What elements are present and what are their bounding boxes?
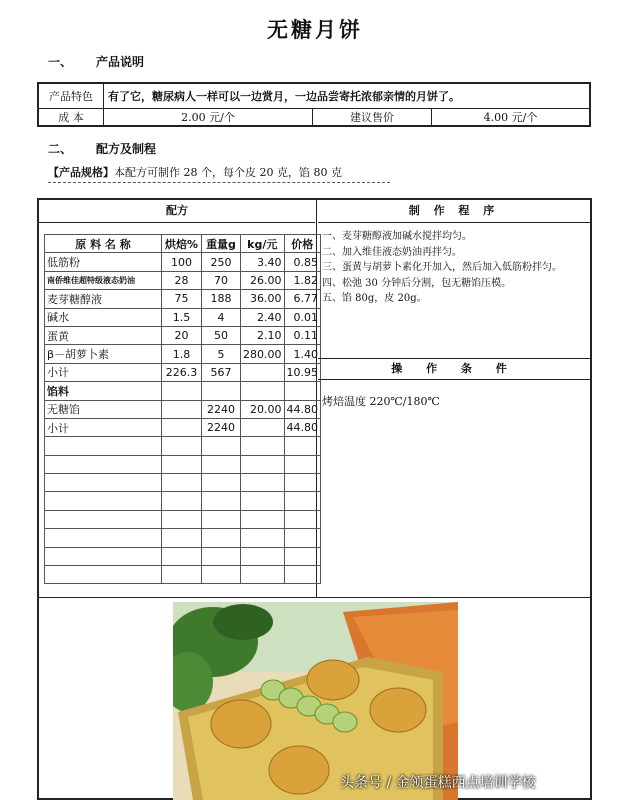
procedure-step: 二、加入维佳液态奶油再拌匀。 xyxy=(322,246,462,258)
price-cell: 0.01 xyxy=(284,308,321,326)
price-cell: 1.40 xyxy=(284,345,321,363)
oven-temperature: 烤焙温度 220℃/180℃ xyxy=(322,395,440,408)
ingredient-cell xyxy=(45,547,162,565)
baker-pct-cell xyxy=(162,418,202,436)
baker-pct-cell xyxy=(162,437,202,455)
price-per-kg-cell: 280.00 xyxy=(241,345,285,363)
section-heading-recipe xyxy=(48,140,156,157)
price-per-kg-cell xyxy=(241,418,285,436)
price-cell xyxy=(284,474,321,492)
baker-pct-cell xyxy=(162,547,202,565)
price-per-kg-cell xyxy=(241,474,285,492)
price-cell xyxy=(284,566,321,584)
baker-pct-cell: 226.3 xyxy=(162,363,202,381)
feature-text: 有了它，糖尿病人一样可以一边赏月，一边品尝寄托浓郁亲情的月饼了。 xyxy=(104,83,591,109)
ingredient-cell xyxy=(45,455,162,473)
mooncake-illustration xyxy=(173,602,458,800)
baker-pct-cell: 28 xyxy=(162,271,202,289)
col-baker-pct: 烘焙% xyxy=(162,235,202,253)
baker-pct-cell: 20 xyxy=(162,326,202,344)
weight-cell xyxy=(202,510,241,528)
ingredient-cell: 馅料 xyxy=(45,382,162,400)
weight-cell: 4 xyxy=(202,308,241,326)
page-title: 无糖月饼 xyxy=(267,17,363,42)
procedure-step: 五、馅 80g，皮 20g。 xyxy=(322,293,427,304)
recipe-header: 配方 xyxy=(39,200,315,223)
spec-text: 本配方可制作 28 个，每个皮 20 克，馅 80 克 xyxy=(114,166,342,179)
price-cell xyxy=(284,437,321,455)
price-per-kg-cell xyxy=(241,492,285,510)
ingredient-cell xyxy=(45,529,162,547)
baker-pct-cell xyxy=(162,566,202,584)
recipe-row xyxy=(45,382,321,400)
weight-cell: 567 xyxy=(202,363,241,381)
price-cell xyxy=(284,510,321,528)
baker-pct-cell: 100 xyxy=(162,253,202,271)
price-per-kg-cell xyxy=(241,382,285,400)
price-per-kg-cell xyxy=(241,363,285,381)
spec-label: 【产品规格】 xyxy=(48,166,114,179)
col-weight: 重量g xyxy=(202,235,241,253)
recipe-row xyxy=(45,308,321,326)
recipe-row xyxy=(45,529,321,547)
price-per-kg-cell: 36.00 xyxy=(241,290,285,308)
col-price-per-kg: kg/元 xyxy=(241,235,285,253)
weight-cell: 2240 xyxy=(202,400,241,418)
price-cell xyxy=(284,492,321,510)
watermark: 头条号 / 金领蛋糕西点培训学校 xyxy=(340,775,536,791)
weight-cell xyxy=(202,547,241,565)
price-value: 4.00 元/个 xyxy=(432,109,591,127)
recipe-row xyxy=(45,437,321,455)
section-number: 一、 xyxy=(48,55,73,69)
recipe-row xyxy=(45,290,321,308)
weight-cell: 188 xyxy=(202,290,241,308)
weight-cell xyxy=(202,492,241,510)
weight-cell: 5 xyxy=(202,345,241,363)
col-price: 价格 xyxy=(284,235,321,253)
price-per-kg-cell: 20.00 xyxy=(241,400,285,418)
recipe-row xyxy=(45,474,321,492)
operating-header: 操 作 条 件 xyxy=(318,358,590,380)
recipe-table xyxy=(44,234,321,584)
product-spec xyxy=(48,164,390,183)
price-per-kg-cell xyxy=(241,455,285,473)
price-per-kg-cell xyxy=(241,510,285,528)
row-divider xyxy=(37,597,592,598)
recipe-header-row xyxy=(45,235,321,253)
baker-pct-cell xyxy=(162,529,202,547)
price-cell xyxy=(284,547,321,565)
ingredient-cell: 南侨维佳超特级液态奶油 xyxy=(45,271,162,289)
baker-pct-cell xyxy=(162,400,202,418)
price-label: 建议售价 xyxy=(313,109,432,127)
product-info-table xyxy=(37,82,591,127)
section-label: 产品说明 xyxy=(96,55,145,69)
ingredient-cell: 碱水 xyxy=(45,308,162,326)
price-per-kg-cell xyxy=(241,547,285,565)
baker-pct-cell: 1.8 xyxy=(162,345,202,363)
mooncake-photo xyxy=(173,602,458,800)
price-cell: 6.77 xyxy=(284,290,321,308)
ingredient-cell xyxy=(45,566,162,584)
recipe-row xyxy=(45,345,321,363)
recipe-row xyxy=(45,400,321,418)
ingredient-cell: 麦芽糖醇液 xyxy=(45,290,162,308)
baker-pct-cell xyxy=(162,455,202,473)
procedure-step: 一、麦芽糖醇液加碱水搅拌均匀。 xyxy=(322,231,472,242)
weight-cell: 70 xyxy=(202,271,241,289)
recipe-row xyxy=(45,492,321,510)
ingredient-cell: 蛋黄 xyxy=(45,326,162,344)
procedure-step: 三、蛋黄与胡萝卜素化开加入，然后加入低筋粉拌匀。 xyxy=(322,262,562,273)
procedure-header: 制 作 程 序 xyxy=(318,200,590,223)
baker-pct-cell xyxy=(162,510,202,528)
ingredient-cell xyxy=(45,492,162,510)
price-per-kg-cell xyxy=(241,529,285,547)
section-heading-product xyxy=(48,53,144,70)
price-per-kg-cell: 2.40 xyxy=(241,308,285,326)
recipe-row xyxy=(45,455,321,473)
ingredient-cell: β－胡萝卜素 xyxy=(45,345,162,363)
cost-value: 2.00 元/个 xyxy=(104,109,313,127)
price-cell xyxy=(284,382,321,400)
recipe-row xyxy=(45,547,321,565)
recipe-row xyxy=(45,271,321,289)
ingredient-cell: 小计 xyxy=(45,418,162,436)
price-per-kg-cell: 26.00 xyxy=(241,271,285,289)
weight-cell xyxy=(202,382,241,400)
price-cell: 44.80 xyxy=(284,400,321,418)
recipe-row xyxy=(45,566,321,584)
ingredient-cell xyxy=(45,437,162,455)
col-ingredient: 原 料 名 称 xyxy=(45,235,162,253)
baker-pct-cell xyxy=(162,474,202,492)
procedure-step: 四、松弛 30 分钟后分割，包无糖馅压模。 xyxy=(322,277,512,289)
ingredient-cell xyxy=(45,510,162,528)
price-cell: 1.82 xyxy=(284,271,321,289)
ingredient-cell xyxy=(45,474,162,492)
recipe-row xyxy=(45,418,321,436)
price-cell: 0.11 xyxy=(284,326,321,344)
baker-pct-cell xyxy=(162,382,202,400)
weight-cell xyxy=(202,566,241,584)
price-cell: 0.85 xyxy=(284,253,321,271)
weight-cell xyxy=(202,455,241,473)
price-cell: 44.80 xyxy=(284,418,321,436)
weight-cell xyxy=(202,474,241,492)
recipe-row xyxy=(45,326,321,344)
price-cell xyxy=(284,529,321,547)
baker-pct-cell: 1.5 xyxy=(162,308,202,326)
cost-label: 成 本 xyxy=(38,109,104,127)
price-per-kg-cell xyxy=(241,437,285,455)
procedure-steps xyxy=(322,229,588,307)
weight-cell: 250 xyxy=(202,253,241,271)
section-label: 配方及制程 xyxy=(96,142,157,156)
ingredient-cell: 小计 xyxy=(45,363,162,381)
weight-cell xyxy=(202,437,241,455)
price-cell xyxy=(284,455,321,473)
recipe-row xyxy=(45,253,321,271)
ingredient-cell: 低筋粉 xyxy=(45,253,162,271)
price-cell: 10.95 xyxy=(284,363,321,381)
weight-cell: 50 xyxy=(202,326,241,344)
baker-pct-cell: 75 xyxy=(162,290,202,308)
ingredient-cell: 无糖馅 xyxy=(45,400,162,418)
weight-cell: 2240 xyxy=(202,418,241,436)
price-per-kg-cell: 2.10 xyxy=(241,326,285,344)
feature-label: 产品特色 xyxy=(38,83,104,109)
baker-pct-cell xyxy=(162,492,202,510)
price-per-kg-cell: 3.40 xyxy=(241,253,285,271)
price-per-kg-cell xyxy=(241,566,285,584)
section-number: 二、 xyxy=(48,142,73,156)
weight-cell xyxy=(202,529,241,547)
recipe-row xyxy=(45,510,321,528)
recipe-row xyxy=(45,363,321,381)
